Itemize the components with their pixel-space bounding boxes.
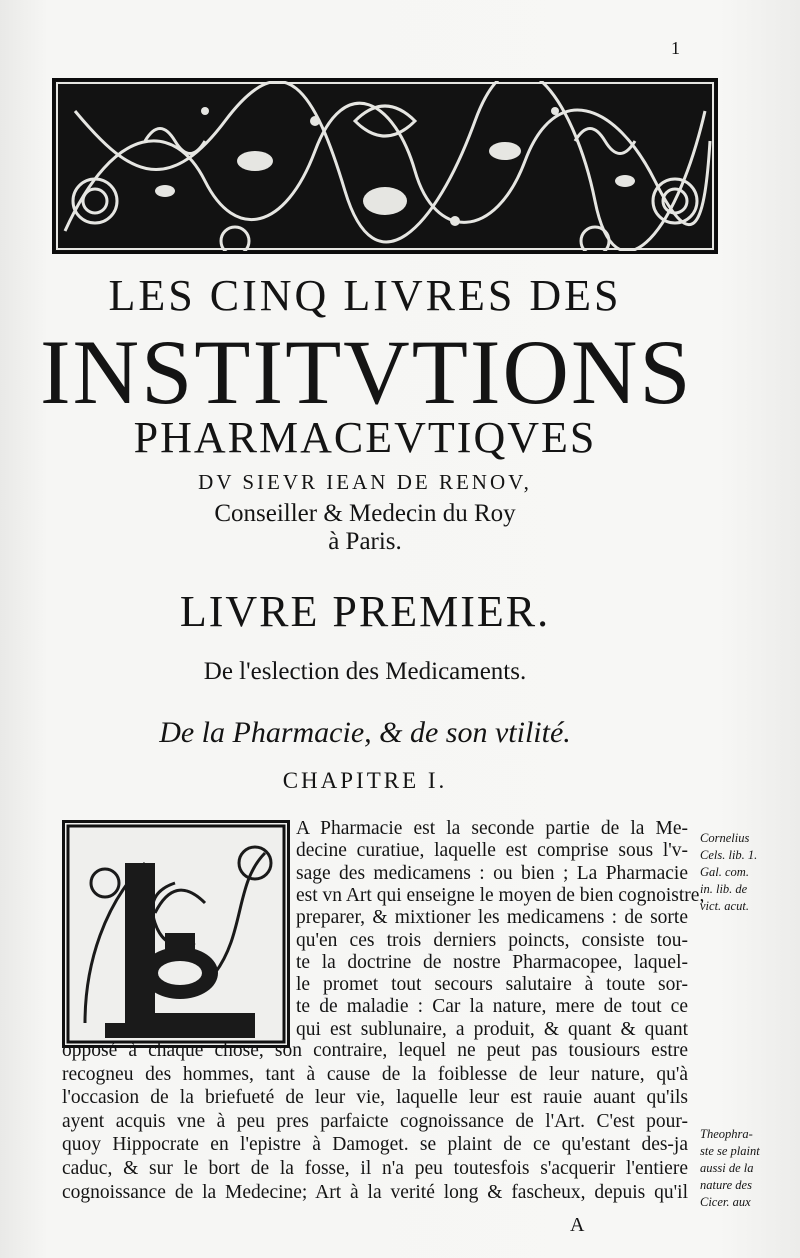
ornamental-headpiece [52, 78, 718, 254]
drop-cap-letter-illustration [65, 823, 287, 1045]
chapter-heading: CHAPITRE I. [282, 768, 448, 793]
title-line-1: LES CINQ LIVRES DES [108, 271, 622, 320]
margin-note-line: Cornelius [700, 831, 750, 845]
drop-cap-initial [62, 820, 290, 1048]
body-line: qui est sublunaire, a produit, & quant & quant [296, 1018, 688, 1040]
book-heading: LIVRE PREMIER. [179, 587, 551, 636]
body-line: opposé à chaque chose, son contraire, lequel ne peut pas tousiours estre [62, 1040, 688, 1061]
margin-note-line: in. lib. de [700, 882, 748, 896]
page-number: 1 [671, 38, 680, 58]
body-line: decine curatiue, laquelle est comprise sous l'v- [296, 840, 688, 862]
body-line: recogneu des hommes, tant à cause de la foiblesse de leur nature, qu'à [62, 1063, 688, 1085]
body-line: est vn Art qui enseigne le moyen de bien cognoistre, [296, 884, 705, 906]
author-title-line-1: Conseiller & Medecin du Roy [214, 500, 516, 527]
body-line: caduc, & sur le bort de la fosse, il n'a peu toutesfois s'acquerir l'entiere [62, 1158, 688, 1179]
author-title-line-2: à Paris. [328, 528, 402, 555]
body-line: l'occasion de la briefueté de leur vie, laquelle leur est rauie auant qu'ils [62, 1087, 688, 1109]
margin-note-line: ste se plaint [700, 1144, 760, 1158]
margin-note-line: vict. acut. [700, 899, 749, 913]
margin-note-line: Cicer. aux [700, 1195, 751, 1209]
book-subject: De l'eslection des Medicaments. [203, 658, 527, 685]
margin-note-line: nature des [700, 1178, 752, 1192]
margin-note-cornelius [700, 830, 792, 915]
body-line: sage des medicamens : ou bien ; La Pharmacie [296, 862, 688, 884]
body-line: preparer, & mixtioner les medicamens : de sorte [296, 907, 688, 929]
section-heading: De la Pharmacie, & de son vtilité. [159, 716, 571, 749]
body-line: quoy Hippocrate en l'epistre à Damoget. se plaint de ce qu'estant des-ja [62, 1134, 688, 1156]
margin-note-line: Cels. lib. 1. [700, 848, 758, 862]
author-line: DV SIEVR IEAN DE RENOV, [198, 470, 532, 494]
body-line: ayent acquis vne à peu pres parfaicte cognoissance de l'Art. C'est pour- [62, 1110, 688, 1132]
body-line: te de maladie : Car la nature, mere de tout ce [296, 996, 688, 1018]
body-line: qu'en ces trois derniers poincts, consiste tou- [296, 929, 688, 951]
margin-note-line: aussi de la [700, 1161, 754, 1175]
headpiece-vine-illustration [55, 81, 715, 251]
body-line: cognoissance de la Medecine; Art à la verité long & fascheux, depuis qu'il [62, 1181, 688, 1203]
author-title [40, 500, 690, 556]
body-line: le promet tout secours salutaire à toute sor- [296, 974, 688, 996]
body-line: te la doctrine de nostre Pharmacopee, laquel- [296, 951, 688, 973]
title-line-main: INSTITVTIONS [40, 321, 693, 423]
margin-note-line: Theophra- [700, 1127, 753, 1141]
margin-note-theophraste [700, 1126, 792, 1211]
signature-mark: A [570, 1214, 585, 1236]
title-line-3: PHARMACEVTIQVES [133, 413, 597, 462]
margin-note-line: Gal. com. [700, 865, 749, 879]
body-line: A Pharmacie est la seconde partie de la Me- [296, 818, 688, 839]
